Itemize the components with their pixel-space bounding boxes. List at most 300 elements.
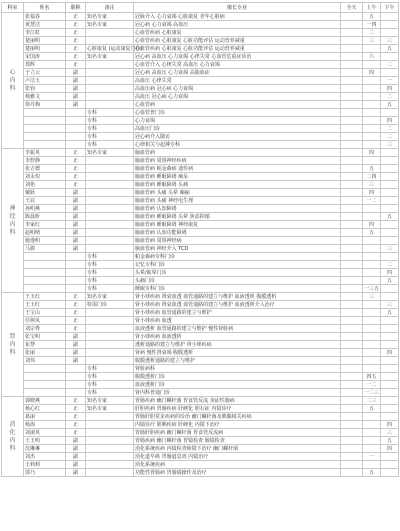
slot-all-day (341, 413, 363, 421)
doctor-name (24, 133, 66, 141)
slot-morning: 三 (363, 181, 381, 189)
doctor-title (66, 365, 86, 373)
doctor-note: 专科 (86, 125, 134, 133)
doctor-note (86, 349, 134, 357)
slot-morning: 五 (363, 165, 381, 173)
doctor-name: 郭乃 (24, 469, 66, 477)
doctor-title (66, 109, 86, 117)
doctor-name: 李振英 (24, 149, 66, 157)
doctor-note (86, 237, 134, 245)
slot-all-day (341, 229, 363, 237)
table-row (2, 125, 399, 133)
slot-morning (363, 253, 381, 261)
doctor-name (24, 117, 66, 125)
doctor-name: 王玉红 (24, 301, 66, 309)
doctor-name: 施逸明 (24, 237, 66, 245)
doctor-note (86, 357, 134, 365)
slot-all-day (341, 125, 363, 133)
slot-all-day (341, 437, 363, 445)
doctor-title: 正 (66, 405, 86, 413)
doctor-note (86, 61, 134, 69)
doctor-title: 正 (66, 429, 86, 437)
doctor-note (86, 77, 134, 85)
table-row (2, 69, 399, 77)
slot-all-day (341, 245, 363, 253)
table-row (2, 325, 399, 333)
slot-morning: 一 (363, 453, 381, 461)
doctor-title: 副 (66, 357, 86, 365)
table-row (2, 405, 399, 413)
doctor-specialty: 心血管病 (134, 101, 341, 109)
doctor-note (86, 221, 134, 229)
slot-morning: 五 (363, 13, 381, 21)
doctor-note: 专科 (86, 389, 134, 397)
doctor-name: 张福春 (24, 13, 66, 21)
slot-afternoon: 五 (381, 101, 399, 109)
doctor-title: 正 (66, 325, 86, 333)
slot-all-day (341, 357, 363, 365)
slot-morning: 三 (363, 37, 381, 45)
department-name: 肾内科 (9, 332, 16, 356)
slot-all-day (341, 309, 363, 317)
doctor-note (86, 189, 134, 197)
slot-all-day (341, 285, 363, 293)
slot-all-day (341, 29, 363, 37)
slot-afternoon (381, 469, 399, 477)
table-row (2, 445, 399, 453)
doctor-note (86, 469, 134, 477)
table-row (2, 333, 399, 341)
doctor-specialty: 脑血管病 认知障碍 (134, 205, 341, 213)
slot-morning: 二 (363, 29, 381, 37)
doctor-specialty: 胃肠疾病 幽门螺杆菌 胃镜检查 肠镜检查 (134, 437, 341, 445)
table-row (2, 381, 399, 389)
doctor-specialty: 脑血管病 睡眠障碍 痴呆 (134, 173, 341, 181)
slot-afternoon (381, 389, 399, 397)
doctor-specialty: 消化系统疾病 (134, 461, 341, 469)
slot-all-day (341, 333, 363, 341)
doctor-name: 黄慧洁 (24, 21, 66, 29)
doctor-specialty: 内镜诊疗 胆胰疾病 肝硬化 内镜下治疗 (134, 421, 341, 429)
header-morning: 上午 (363, 3, 381, 13)
doctor-specialty: 头晕/眩晕门诊 (134, 269, 341, 277)
slot-morning (363, 245, 381, 253)
doctor-title: 副 (66, 197, 86, 205)
doctor-title (66, 373, 86, 381)
doctor-specialty: 功能性胃肠病 胃肠镜操作及治疗 (134, 469, 341, 477)
table-row (2, 229, 399, 237)
doctor-name: 楚丽明 (24, 37, 66, 45)
doctor-note (86, 413, 134, 421)
table-row (2, 149, 399, 157)
table-row (2, 109, 399, 117)
table-row (2, 309, 399, 317)
doctor-note (86, 317, 134, 325)
slot-morning: 四 (363, 149, 381, 157)
table-row (2, 293, 399, 301)
slot-all-day (341, 221, 363, 229)
slot-all-day (341, 197, 363, 205)
doctor-name: 张宝明 (24, 333, 66, 341)
doctor-note: 心脏康复 (运动康复门诊) (87, 45, 143, 52)
doctor-title (66, 133, 86, 141)
slot-afternoon: 一 (381, 77, 399, 85)
slot-afternoon (381, 157, 399, 165)
table-row (2, 237, 399, 245)
slot-morning: 四 (363, 221, 381, 229)
table-row (2, 53, 399, 61)
slot-afternoon (381, 165, 399, 173)
doctor-specialty: 脑血管病 神经介入 TCD (134, 245, 341, 253)
slot-afternoon (381, 29, 399, 37)
table-row (2, 269, 399, 277)
doctor-title: 副 (66, 93, 86, 101)
slot-morning (363, 117, 381, 125)
department-label (2, 13, 24, 149)
doctor-specialty: 脑血管病 睡眠障碍 头晕 焦虑抑郁 (134, 213, 341, 221)
doctor-title (66, 389, 86, 397)
slot-afternoon (381, 149, 399, 157)
slot-morning (363, 61, 381, 69)
doctor-note (86, 421, 134, 429)
slot-afternoon (381, 325, 399, 333)
slot-morning: 一二 (363, 197, 381, 205)
slot-all-day (341, 389, 363, 397)
doctor-name: 李家红 (24, 221, 66, 229)
slot-afternoon: 三 (381, 141, 399, 149)
table-row (2, 429, 399, 437)
slot-afternoon: 二 (381, 125, 399, 133)
doctor-title: 正 (66, 29, 86, 37)
doctor-note (86, 245, 134, 253)
slot-afternoon (381, 229, 399, 237)
table-row (2, 141, 399, 149)
table-row (2, 37, 399, 45)
doctor-specialty: 冠心病 高血压 心力衰竭 心律失常 心血管危重症诊治 (134, 53, 341, 61)
slot-all-day (341, 53, 363, 61)
outpatient-schedule-table (1, 2, 399, 477)
slot-afternoon (381, 221, 399, 229)
doctor-specialty: 肾小球疾病 血液透析 (134, 333, 341, 341)
slot-morning (363, 101, 381, 109)
slot-afternoon: 二 (381, 261, 399, 269)
slot-afternoon: 五 (381, 213, 399, 221)
slot-morning (363, 109, 381, 117)
doctor-title: 副 (66, 221, 86, 229)
doctor-name: 徐丹梅 (24, 101, 66, 109)
slot-afternoon (381, 285, 399, 293)
slot-afternoon (381, 189, 399, 197)
slot-all-day (341, 117, 363, 125)
slot-morning (363, 269, 381, 277)
doctor-note: 专科 (86, 373, 134, 381)
doctor-specialty: 肝胆疾病 胃肠疾病 肝硬化 胆石症 内镜诊疗 (134, 405, 341, 413)
doctor-specialty: 肾小球疾病 肾衰血透 血管通路的建立与维护 血液透析介入治疗 (134, 301, 341, 309)
slot-morning (363, 85, 381, 93)
doctor-specialty: 睡眠专科门诊 (134, 285, 341, 293)
table-row (2, 61, 399, 69)
doctor-name: 刘永恒 (24, 173, 66, 181)
table-row (2, 101, 399, 109)
doctor-name: 杨海 (24, 421, 66, 429)
doctor-name: 刘伟 (24, 357, 66, 365)
slot-morning (363, 357, 381, 365)
slot-all-day (341, 21, 363, 29)
slot-morning (363, 349, 381, 357)
doctor-specialty: 肾脏病科 (134, 365, 341, 373)
doctor-note: 知名专家 (86, 293, 134, 301)
slot-afternoon (381, 69, 399, 77)
doctor-specialty: 肾病 慢性肾衰竭 腹膜透析 (134, 349, 341, 357)
slot-afternoon: 四 (381, 349, 399, 357)
doctor-specialty: 心血管介入 心律失常 高血压 心力衰竭 (134, 61, 341, 69)
slot-all-day (341, 45, 363, 53)
slot-morning (363, 421, 381, 429)
doctor-title: 正 (66, 37, 86, 45)
slot-all-day (341, 317, 363, 325)
doctor-title (66, 125, 86, 133)
slot-morning (363, 301, 381, 309)
slot-morning: 一二三 (364, 389, 380, 396)
slot-afternoon (381, 357, 399, 365)
doctor-note: 专科 (86, 365, 134, 373)
doctor-specialty: 冠心病 心力衰竭 高血压 (134, 21, 341, 29)
slot-all-day (341, 61, 363, 69)
slot-morning (363, 261, 381, 269)
table-row (2, 181, 399, 189)
doctor-title: 副 (66, 101, 86, 109)
department-name: 消化内科 (9, 420, 16, 452)
doctor-name: 杨心红 (24, 405, 66, 413)
doctor-specialty: 血液透析门诊 (134, 381, 341, 389)
doctor-note (86, 181, 134, 189)
doctor-title: 副 (66, 445, 86, 453)
doctor-name (24, 285, 66, 293)
doctor-note: 知名专家 (86, 397, 134, 405)
slot-afternoon (381, 405, 399, 413)
doctor-title: 正 (66, 173, 86, 181)
slot-morning (363, 317, 381, 325)
doctor-specialty: 脑血管病 睡眠障碍 头痛 (134, 181, 341, 189)
slot-morning (363, 125, 381, 133)
slot-afternoon: 三 (381, 245, 399, 253)
doctor-specialty: 肾内科普通门诊 (134, 389, 341, 397)
table-row (2, 29, 399, 37)
table-row (2, 397, 399, 405)
doctor-note: 专科 (86, 381, 134, 389)
doctor-title: 正 (66, 157, 86, 165)
doctor-name: 沈琳琳 (24, 445, 66, 453)
doctor-specialty: 心力衰竭 (134, 117, 341, 125)
table-row (2, 365, 399, 373)
doctor-specialty: 腹膜透析门诊 (134, 373, 341, 381)
table-row (2, 77, 399, 85)
slot-afternoon (381, 381, 399, 389)
doctor-note (86, 213, 134, 221)
doctor-title: 副 (66, 461, 86, 469)
doctor-title: 副 (66, 69, 86, 77)
slot-morning (363, 213, 381, 221)
doctor-specialty: 脑血管病 帕金森病 遗传病 (134, 165, 341, 173)
doctor-specialty: 胃肠肝胆疾病 幽门螺杆菌 胃食管反流病 (134, 429, 341, 437)
slot-afternoon: 三 (381, 37, 399, 45)
doctor-name: 王宝山 (24, 309, 66, 317)
slot-afternoon: 四 (381, 445, 399, 453)
slot-all-day (341, 213, 363, 221)
doctor-specialty: 脑血管病 头痛 头晕 癫痫 (134, 189, 341, 197)
slot-morning: 四 (363, 69, 381, 77)
doctor-name: 刘淑英 (24, 429, 66, 437)
doctor-title: 正 (66, 317, 86, 325)
doctor-title (66, 381, 86, 389)
schedule-body (2, 13, 399, 477)
slot-morning (363, 309, 381, 317)
slot-afternoon: 五 (381, 277, 399, 285)
department-name: 神经内科 (9, 204, 16, 236)
doctor-note (86, 429, 134, 437)
slot-afternoon (381, 237, 399, 245)
doctor-specialty: 帕金森病专科门诊 (134, 253, 341, 261)
slot-all-day (341, 421, 363, 429)
doctor-title: 副 (66, 469, 86, 477)
doctor-title: 副 (66, 77, 86, 85)
doctor-specialty: 胃肠肝胆常见疾病的诊治 幽门螺杆菌及胰腺相关疾病 (134, 413, 341, 421)
table-row (2, 373, 399, 381)
department-name: 心内科 (9, 68, 16, 92)
table-row (2, 93, 399, 101)
slot-all-day (341, 405, 363, 413)
slot-afternoon: 四 (381, 269, 399, 277)
doctor-title: 正 (66, 301, 86, 309)
slot-all-day (341, 381, 363, 389)
doctor-name: 宋国涛 (24, 53, 66, 61)
doctor-note (86, 101, 134, 109)
slot-all-day (341, 37, 363, 45)
doctor-specialty: 透析通路的建立与维护 肾小球疾病 (134, 341, 341, 349)
doctor-title (66, 117, 86, 125)
slot-all-day (341, 13, 363, 21)
slot-morning: 五 (363, 405, 381, 413)
slot-morning (363, 157, 381, 165)
slot-all-day (341, 397, 363, 405)
slot-morning (363, 277, 381, 285)
slot-morning: 五 (363, 469, 381, 477)
slot-afternoon (381, 341, 399, 349)
slot-all-day (341, 165, 363, 173)
slot-afternoon: 五 (381, 309, 399, 317)
doctor-note: 知名专家 (86, 13, 134, 21)
doctor-specialty: 脑血管病 (134, 149, 341, 157)
slot-afternoon (381, 317, 399, 325)
doctor-note (86, 309, 134, 317)
table-row (2, 317, 399, 325)
table-row (2, 341, 399, 349)
slot-morning (363, 445, 381, 453)
slot-afternoon: 二 (381, 133, 399, 141)
slot-afternoon (381, 205, 399, 213)
slot-afternoon (381, 21, 399, 29)
doctor-title: 副 (66, 189, 86, 197)
doctor-note: 知名专家 (86, 21, 134, 29)
doctor-specialty: 高血压门诊 (134, 125, 341, 133)
table-row (2, 413, 399, 421)
doctor-note (86, 341, 134, 349)
table-row (2, 253, 399, 261)
slot-all-day (341, 173, 363, 181)
slot-afternoon (381, 373, 399, 381)
header-name: 姓名 (24, 3, 66, 13)
doctor-name (24, 261, 66, 269)
doctor-specialty: 冠心病 高血压 心力衰竭 高脂血症 (134, 69, 341, 77)
slot-all-day (341, 429, 363, 437)
doctor-title (66, 285, 86, 293)
doctor-specialty: 记忆专科门诊 (134, 261, 341, 269)
slot-all-day (341, 133, 363, 141)
table-row (2, 189, 399, 197)
doctor-specialty: 心血管疾病 心脏康复 (134, 29, 341, 37)
slot-afternoon (381, 461, 399, 469)
slot-afternoon (381, 413, 399, 421)
slot-morning (363, 141, 381, 149)
slot-all-day (341, 301, 363, 309)
table-row (2, 285, 399, 293)
slot-all-day (341, 149, 363, 157)
doctor-specialty: 脑血管病 周围神经疾病 (134, 157, 341, 165)
doctor-title: 正 (66, 397, 86, 405)
doctor-title: 正 (66, 421, 86, 429)
doctor-note (86, 85, 134, 93)
table-row (2, 245, 399, 253)
slot-morning: 一三五 (364, 285, 380, 292)
doctor-note (86, 157, 134, 165)
header-all-day: 全天 (341, 3, 363, 13)
doctor-name: 孙明燕 (24, 205, 66, 213)
doctor-name: 马骏 (24, 245, 66, 253)
doctor-specialty: 心律相关与起搏专科 (134, 141, 341, 149)
slot-morning (363, 437, 381, 445)
doctor-specialty: 胃肠疾病 幽门螺杆菌 胃食管反流 炎症性肠病 (134, 397, 341, 405)
doctor-note: 专科 (86, 261, 134, 269)
doctor-title: 副 (66, 229, 86, 237)
doctor-name: 戴耿 (24, 189, 66, 197)
doctor-name: 葛丽 (24, 413, 66, 421)
doctor-title: 副 (66, 437, 86, 445)
doctor-note (86, 461, 134, 469)
slot-all-day (341, 445, 363, 453)
slot-all-day (341, 253, 363, 261)
doctor-title (66, 269, 86, 277)
doctor-name (24, 125, 66, 133)
slot-afternoon (381, 365, 399, 373)
slot-all-day (341, 365, 363, 373)
doctor-specialty: 高血压 冠心病 心力衰竭 (134, 93, 341, 101)
doctor-name: 郭晓燕 (24, 397, 66, 405)
doctor-note (86, 29, 134, 37)
doctor-title: 正 (66, 13, 86, 21)
table-row (2, 221, 399, 229)
slot-afternoon: 五 (381, 45, 399, 53)
doctor-title: 正 (66, 53, 86, 61)
doctor-title: 副 (66, 333, 86, 341)
slot-all-day (341, 181, 363, 189)
slot-all-day (341, 205, 363, 213)
table-row (2, 301, 399, 309)
slot-morning: 五 (363, 229, 381, 237)
table-row (2, 117, 399, 125)
slot-morning (363, 77, 381, 85)
doctor-name: 王玉明 (24, 437, 66, 445)
table-row (2, 453, 399, 461)
